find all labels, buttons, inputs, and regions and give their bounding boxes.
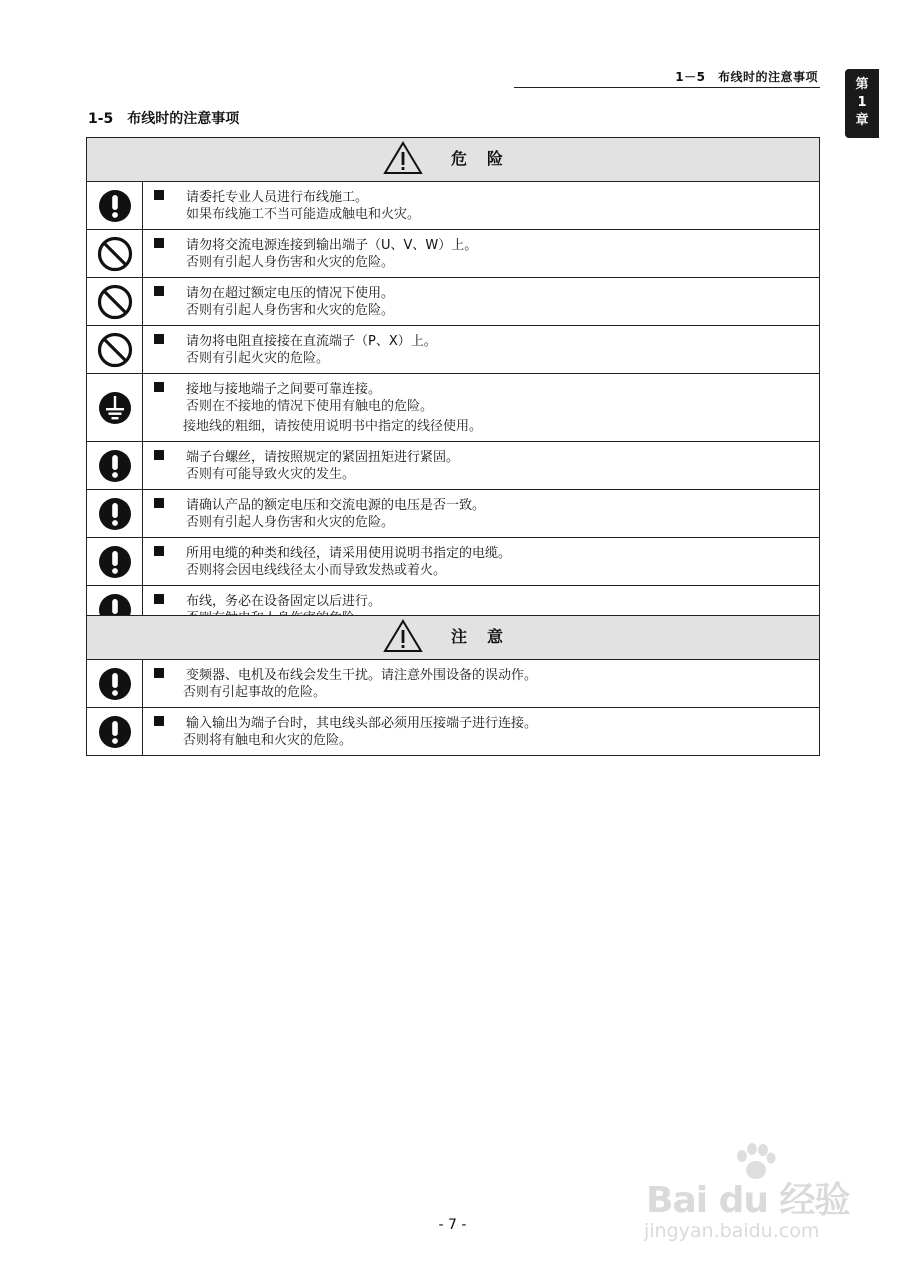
danger-row-sub: 否则有引起人身伤害和火灾的危险。 <box>186 303 395 318</box>
danger-heading: 危险 <box>450 149 523 168</box>
section-number: 1-5 <box>88 111 114 127</box>
danger-row <box>87 326 820 374</box>
danger-row-sub: 否则在不接地的情况下使用有触电的危险。 <box>186 399 434 414</box>
danger-row-sub: 否则有可能导致火灾的发生。 <box>186 467 356 482</box>
danger-row-main: 端子台螺丝，请按照规定的紧固扭矩进行紧固。 <box>186 449 460 465</box>
danger-table <box>86 137 820 634</box>
danger-row-main: 所用电缆的种类和线径，请采用使用说明书指定的电缆。 <box>186 545 512 561</box>
bullet-square-icon <box>154 238 164 248</box>
caution-table <box>86 615 820 756</box>
bullet-square-icon <box>154 450 164 460</box>
danger-header-row <box>87 138 820 182</box>
danger-row-icon-cell <box>87 490 143 538</box>
bullet-square-icon <box>154 716 164 726</box>
bullet-square-icon <box>154 546 164 556</box>
danger-row-text <box>143 182 820 230</box>
running-header <box>514 66 820 88</box>
exclamation-icon <box>98 449 132 483</box>
caution-row-main: 输入输出为端子台时，其电线头部必须用压接端子进行连接。 <box>186 715 538 731</box>
exclamation-icon <box>98 497 132 531</box>
danger-row <box>87 230 820 278</box>
exclamation-icon <box>98 715 132 749</box>
danger-row-text <box>143 278 820 326</box>
danger-row-icon-cell <box>87 230 143 278</box>
danger-row-text <box>143 442 820 490</box>
warning-triangle-icon <box>383 619 423 653</box>
prohibition-icon <box>97 284 133 320</box>
warning-triangle-icon <box>383 141 423 175</box>
bullet-square-icon <box>154 190 164 200</box>
bullet-square-icon <box>154 334 164 344</box>
watermark-url: jingyan.baidu.com <box>644 1220 820 1242</box>
ground-icon <box>98 391 132 425</box>
bullet-square-icon <box>154 286 164 296</box>
caution-row-text <box>143 660 820 708</box>
danger-row-text <box>143 538 820 586</box>
danger-row <box>87 182 820 230</box>
danger-row-sub: 否则有引起人身伤害和火灾的危险。 <box>186 255 395 270</box>
bullet-square-icon <box>154 498 164 508</box>
caution-row-text <box>143 708 820 756</box>
chapter-tab-line1: 第 <box>855 77 869 92</box>
danger-row-icon-cell <box>87 374 143 442</box>
danger-row-icon-cell <box>87 326 143 374</box>
section-title-text: 布线时的注意事项 <box>127 111 240 127</box>
danger-row-icon-cell <box>87 538 143 586</box>
prohibition-icon <box>97 236 133 272</box>
danger-row-icon-cell <box>87 442 143 490</box>
danger-row-main: 请勿在超过额定电压的情况下使用。 <box>186 285 395 301</box>
running-header-title: 1－5 布线时的注意事项 <box>675 70 818 84</box>
caution-row-sub: 否则将有触电和火灾的危险。 <box>183 733 353 748</box>
bullet-square-icon <box>154 382 164 392</box>
exclamation-icon <box>98 667 132 701</box>
danger-header <box>87 138 820 182</box>
danger-row-text <box>143 326 820 374</box>
caution-row-icon-cell <box>87 660 143 708</box>
danger-row-sub: 接地线的粗细，请按使用说明书中指定的线径使用。 <box>183 419 483 434</box>
chapter-tab-line3: 章 <box>855 113 869 128</box>
caution-heading: 注意 <box>450 627 523 646</box>
caution-row <box>87 708 820 756</box>
danger-row <box>87 538 820 586</box>
exclamation-icon <box>98 545 132 579</box>
caution-row-sub: 否则有引起事故的危险。 <box>183 685 327 700</box>
danger-row-text <box>143 490 820 538</box>
caution-row <box>87 660 820 708</box>
chapter-tab-line2: 1 <box>857 95 867 110</box>
caution-row-main: 变频器、电机及布线会发生干扰。请注意外围设备的误动作。 <box>186 667 538 683</box>
danger-row-sub: 如果布线施工不当可能造成触电和火灾。 <box>186 207 421 222</box>
prohibition-icon <box>97 332 133 368</box>
danger-row-sub: 否则将会因电线线径太小而导致发热或着火。 <box>186 563 447 578</box>
danger-row <box>87 490 820 538</box>
danger-row <box>87 442 820 490</box>
danger-row-text <box>143 374 820 442</box>
bullet-square-icon <box>154 668 164 678</box>
danger-row-main: 请勿将电阻直接接在直流端子（P、X）上。 <box>186 333 437 349</box>
page-number: - 7 - <box>438 1217 467 1233</box>
danger-row-text <box>143 230 820 278</box>
danger-row-sub: 否则有引起火灾的危险。 <box>186 351 330 366</box>
caution-row-icon-cell <box>87 708 143 756</box>
danger-row-icon-cell <box>87 278 143 326</box>
danger-row-main: 接地与接地端子之间要可靠连接。 <box>186 381 382 397</box>
exclamation-icon <box>98 189 132 223</box>
section-title <box>88 108 239 128</box>
danger-row-main: 请确认产品的额定电压和交流电源的电压是否一致。 <box>186 497 486 513</box>
watermark-brand: Bai du 经验 <box>646 1180 850 1221</box>
danger-row-icon-cell <box>87 182 143 230</box>
caution-header <box>87 616 820 660</box>
danger-row-sub: 否则有引起人身伤害和火灾的危险。 <box>186 515 395 530</box>
watermark <box>640 1142 860 1252</box>
chapter-tab <box>845 69 879 138</box>
bullet-square-icon <box>154 594 164 604</box>
danger-row-main: 布线，务必在设备固定以后进行。 <box>186 593 382 609</box>
danger-row <box>87 278 820 326</box>
caution-header-row <box>87 616 820 660</box>
danger-row <box>87 374 820 442</box>
danger-row-main: 请委托专业人员进行布线施工。 <box>186 189 369 205</box>
danger-row-main: 请勿将交流电源连接到输出端子（U、V、W）上。 <box>186 237 478 253</box>
